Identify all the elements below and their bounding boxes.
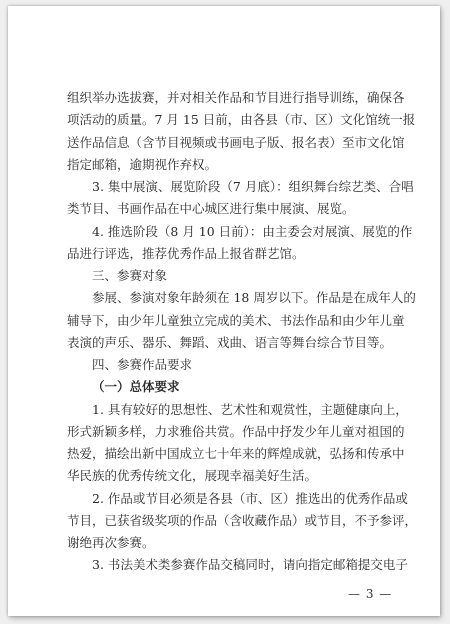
section-heading: 四、参赛作品要求 [92,357,193,372]
document-page [8,6,440,616]
body-line: 类节目、书画作品在中心城区进行集中展演、展览。 [67,201,355,217]
body-line: 组织举办选拔赛，并对相关作品和节目进行指导训练，确保各 [67,90,405,105]
body-line: 1. 具有较好的思想性、艺术性和观赏性，主题健康向上， [92,401,408,417]
body-line: 谢绝再次参赛。 [67,535,155,550]
body-line: 项活动的质量。7 月 15 日前，由各县（市、区）文化馆统一报 [67,112,416,128]
body-line: 指定邮箱，逾期视作弃权。 [67,156,218,172]
body-line: 品进行评选，推荐优秀作品上报省群艺馆。 [67,245,305,261]
body-line: 3. 集中展演、展览阶段（7 月底）：组织舞台综艺类、合唱 [92,179,414,194]
document-body [67,87,418,577]
body-line: 送作品信息（含节目视频或书画电子版、报名表）至市文化馆 [67,134,405,150]
body-line: 华民族的优秀传统文化，展现幸福美好生活。 [67,468,318,484]
body-line: 3. 书法美术类参赛作品交稿同时，请向指定邮箱提交电子 [92,557,408,573]
body-line: 4. 推选阶段（8 月 10 日前）：由主委会对展演、展览的作 [92,223,413,239]
body-line: 2. 作品或节目必须是各县（市、区）推选出的优秀作品或 [92,490,408,506]
body-line: 热爱，描绘出新中国成立七十年来的辉煌成就，弘扬和传承中 [67,446,405,461]
body-line: 参展、参演对象年龄须在 18 周岁以下。作品是在成年人的 [92,290,416,306]
body-line: 表演的声乐、器乐、舞蹈、戏曲、语言等舞台综合节目等。 [67,334,393,350]
subsection-heading: （一）总体要求 [92,379,180,395]
page-number: — 3 — [348,587,393,601]
body-line: 辅导下，由少年儿童独立完成的美术、书法作品和由少年儿童 [67,312,405,328]
section-heading: 三、参赛对象 [92,268,168,283]
body-line: 节目，已获省级奖项的作品（含收藏作品）或节目，不予参评， [67,512,418,528]
body-line: 形式新颖多样，力求雅俗共赏。作品中抒发少年儿童对祖国的 [67,423,405,439]
